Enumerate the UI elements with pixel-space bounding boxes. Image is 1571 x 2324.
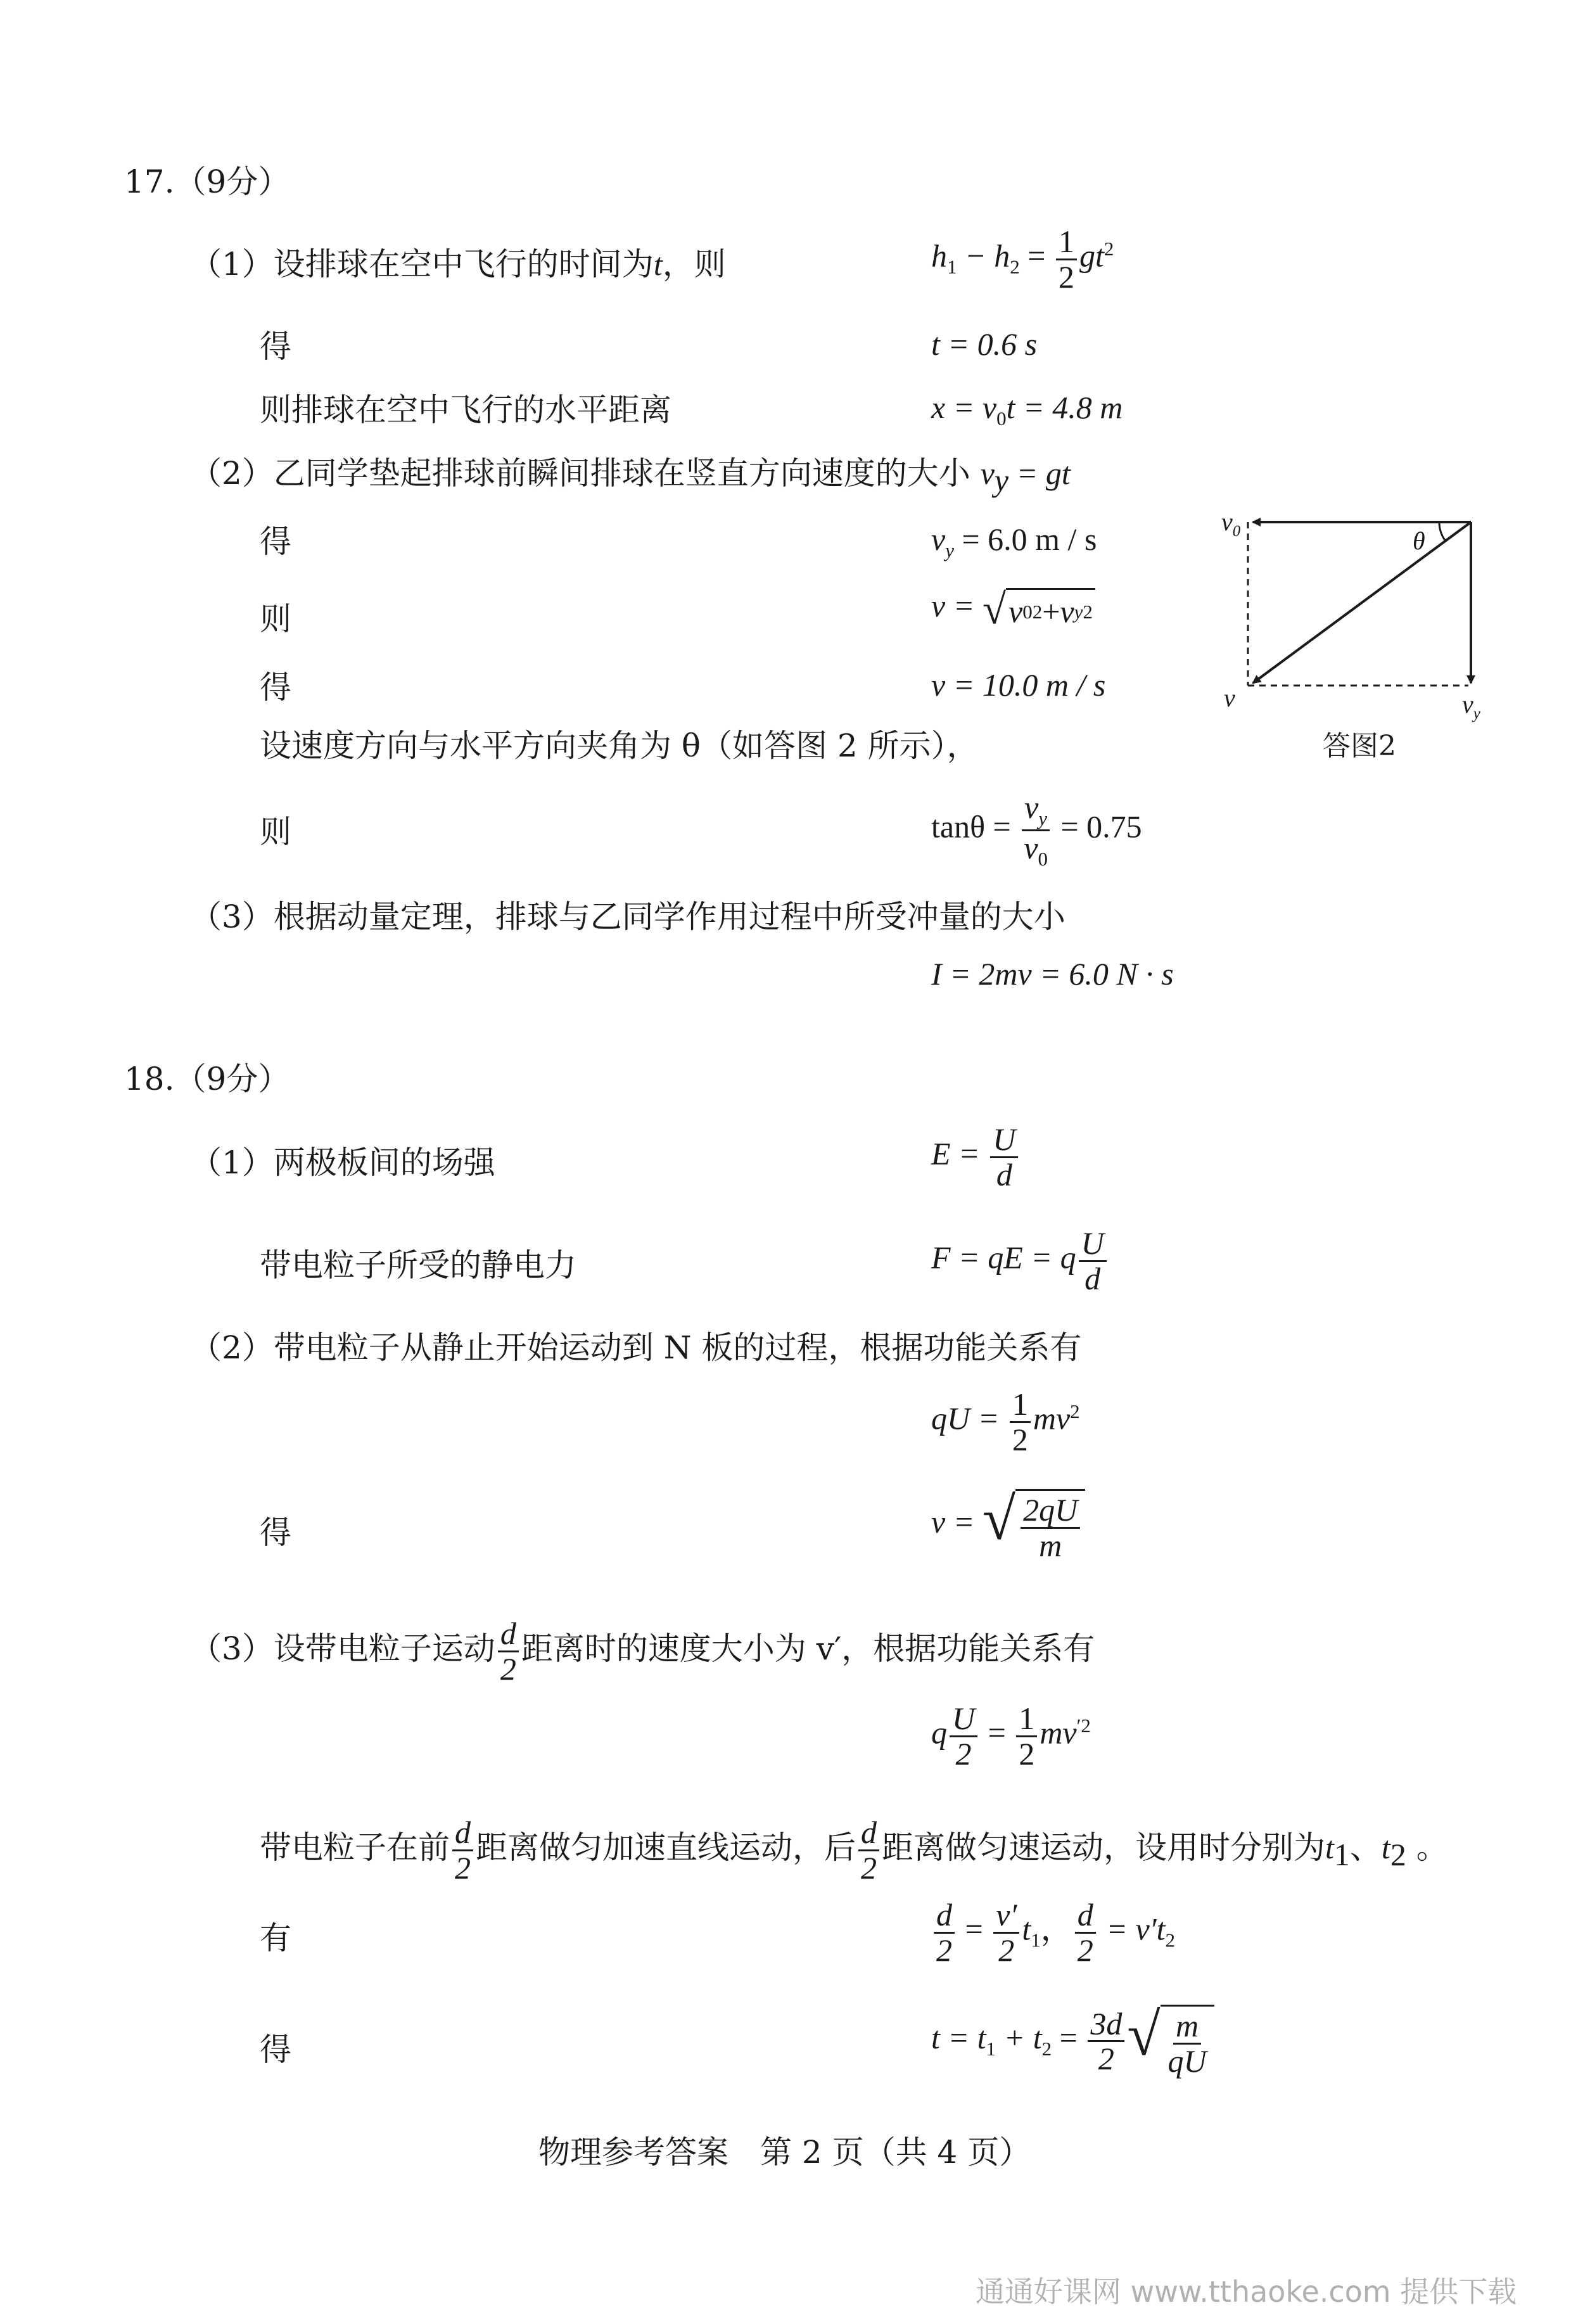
- q17-eq-half-fraction: $\frac{1}{2}$: [1056, 225, 1077, 293]
- q17-eq-time: t = 0.6 s: [931, 326, 1038, 362]
- answer-figure-2: [1204, 507, 1495, 722]
- q17-eq-v-sqrt: v = √ v 0 2 + v y 2: [931, 588, 1095, 631]
- q18-eq-total-time: $t = t_1 + t_2$ = $\frac{3d}{2}$ √ $\frac{m}{qU}$: [931, 2005, 1214, 2078]
- q17-eq-tan: tanθ = $\frac{v_y}{v_0}$ = 0.75: [931, 789, 1142, 870]
- theta-arc: [1439, 522, 1446, 541]
- q17-part1-text: [190, 246, 726, 283]
- q17-part1-line3: 则排球在空中飞行的水平距离: [260, 392, 671, 428]
- q17-part1-var: t: [653, 246, 663, 282]
- q18-eq-times: $\frac{d}{2}$ = $\frac{v'}{2}$ $t_1$， $\frac{d}{2}$ = $v't_2$: [931, 1898, 1175, 1967]
- q18-eq-half-energy: q $\frac{U}{2}$ = $\frac{1}{2}$ $mv^{'2}$: [931, 1701, 1091, 1772]
- q18-you: 有: [260, 1920, 291, 1957]
- q17-part1-label: （1）设排球在空中飞行的时间为: [190, 246, 654, 283]
- site-watermark: 通通好课网 www.tthaoke.com 提供下载: [976, 2275, 1517, 2309]
- q17-header: 17.（9分）: [124, 163, 290, 200]
- q17-de-3: 得: [260, 669, 291, 706]
- velocity-triangle-diagram: [1204, 507, 1495, 722]
- q17-sqrt: √ v 0 2 + v y 2: [983, 588, 1095, 631]
- q18-sqrt-2: √ $\frac{m}{qU}$: [1127, 2005, 1214, 2078]
- q18-eq-v-sqrt: v = √ $\frac{2qU}{m}$: [931, 1489, 1085, 1562]
- q18-de-1: 得: [260, 1514, 291, 1551]
- q18-part3-line2: 带电粒子在前 $\frac{d}{2}$ 距离做匀加速直线运动，后 $\frac{d}{2}$ 距离做匀速运动，设用时分别为$t_1$、$t_2$ 。: [260, 1815, 1448, 1886]
- q17-part1-suffix: ，则: [662, 246, 726, 283]
- q18-header: 18.（9分）: [124, 1061, 290, 1097]
- q18-field-fraction: $\frac{U}{d}$: [990, 1123, 1018, 1191]
- figure-label-v0: $v_0$: [1221, 508, 1241, 540]
- figure-label-vy: $v_y$: [1462, 690, 1480, 722]
- q17-ze-2: 则: [260, 814, 291, 850]
- q17-eq-impulse: I = 2mv = 6.0 N · s: [931, 956, 1174, 992]
- q17-tan-fraction: $\frac{v_y}{v_0}$: [1021, 791, 1050, 869]
- q17-part2-text: （2）乙同学垫起排球前瞬间排球在竖直方向速度的大小 $v_y$ = gt: [190, 455, 1071, 498]
- q17-eq-height-diff: $h_1 - h_2$ = $\frac{1}{2}$ $gt^2$: [931, 224, 1114, 295]
- q18-force-fraction: $\frac{U}{d}$: [1079, 1227, 1107, 1295]
- q17-angle-text: 设速度方向与水平方向夹角为 θ（如答图 2 所示），: [260, 727, 979, 764]
- q18-eq-energy: qU = $\frac{1}{2}$ $mv^2$: [931, 1386, 1080, 1457]
- v-vector: [1253, 522, 1471, 683]
- q18-energy-fraction: $\frac{1}{2}$: [1010, 1388, 1031, 1456]
- q17-de-1: 得: [260, 328, 291, 365]
- q18-part1-text: （1）两极板间的场强: [190, 1144, 495, 1181]
- q17-eq-v: v = 10.0 m / s: [931, 667, 1106, 703]
- page-footer: 物理参考答案 第 2 页（共 4 页）: [538, 2134, 1031, 2171]
- q17-part3-text: （3）根据动量定理，排球与乙同学作用过程中所受冲量的大小: [190, 898, 1065, 935]
- q18-part2-text: （2）带电粒子从静止开始运动到 N 板的过程，根据功能关系有: [190, 1329, 1082, 1366]
- q18-part3-text: （3）设带电粒子运动 $\frac{d}{2}$ 距离时的速度大小为 v′，根据功能关系有: [190, 1616, 1095, 1687]
- q17-ze-1: 则: [260, 601, 291, 637]
- q18-part1-line2: 带电粒子所受的静电力: [260, 1247, 576, 1284]
- q18-eq-field: E = $\frac{U}{d}$: [931, 1123, 1021, 1191]
- q17-eq-distance: $x = v_0t = 4.8$ m: [931, 390, 1123, 430]
- q17-de-2: 得: [260, 523, 291, 560]
- figure-label-v: v: [1224, 684, 1235, 712]
- figure-caption: 答图2: [1323, 730, 1396, 762]
- q18-eq-force: F = qE = q $\frac{U}{d}$: [931, 1227, 1109, 1295]
- q18-de-2: 得: [260, 2031, 291, 2068]
- q18-part3-fraction: $\frac{d}{2}$: [498, 1617, 519, 1685]
- q17-eq-vy: $v_y = 6.0$ m / s: [931, 521, 1097, 561]
- figure-label-theta: θ: [1413, 527, 1425, 555]
- q18-sqrt-1: √ $\frac{2qU}{m}$: [983, 1489, 1085, 1562]
